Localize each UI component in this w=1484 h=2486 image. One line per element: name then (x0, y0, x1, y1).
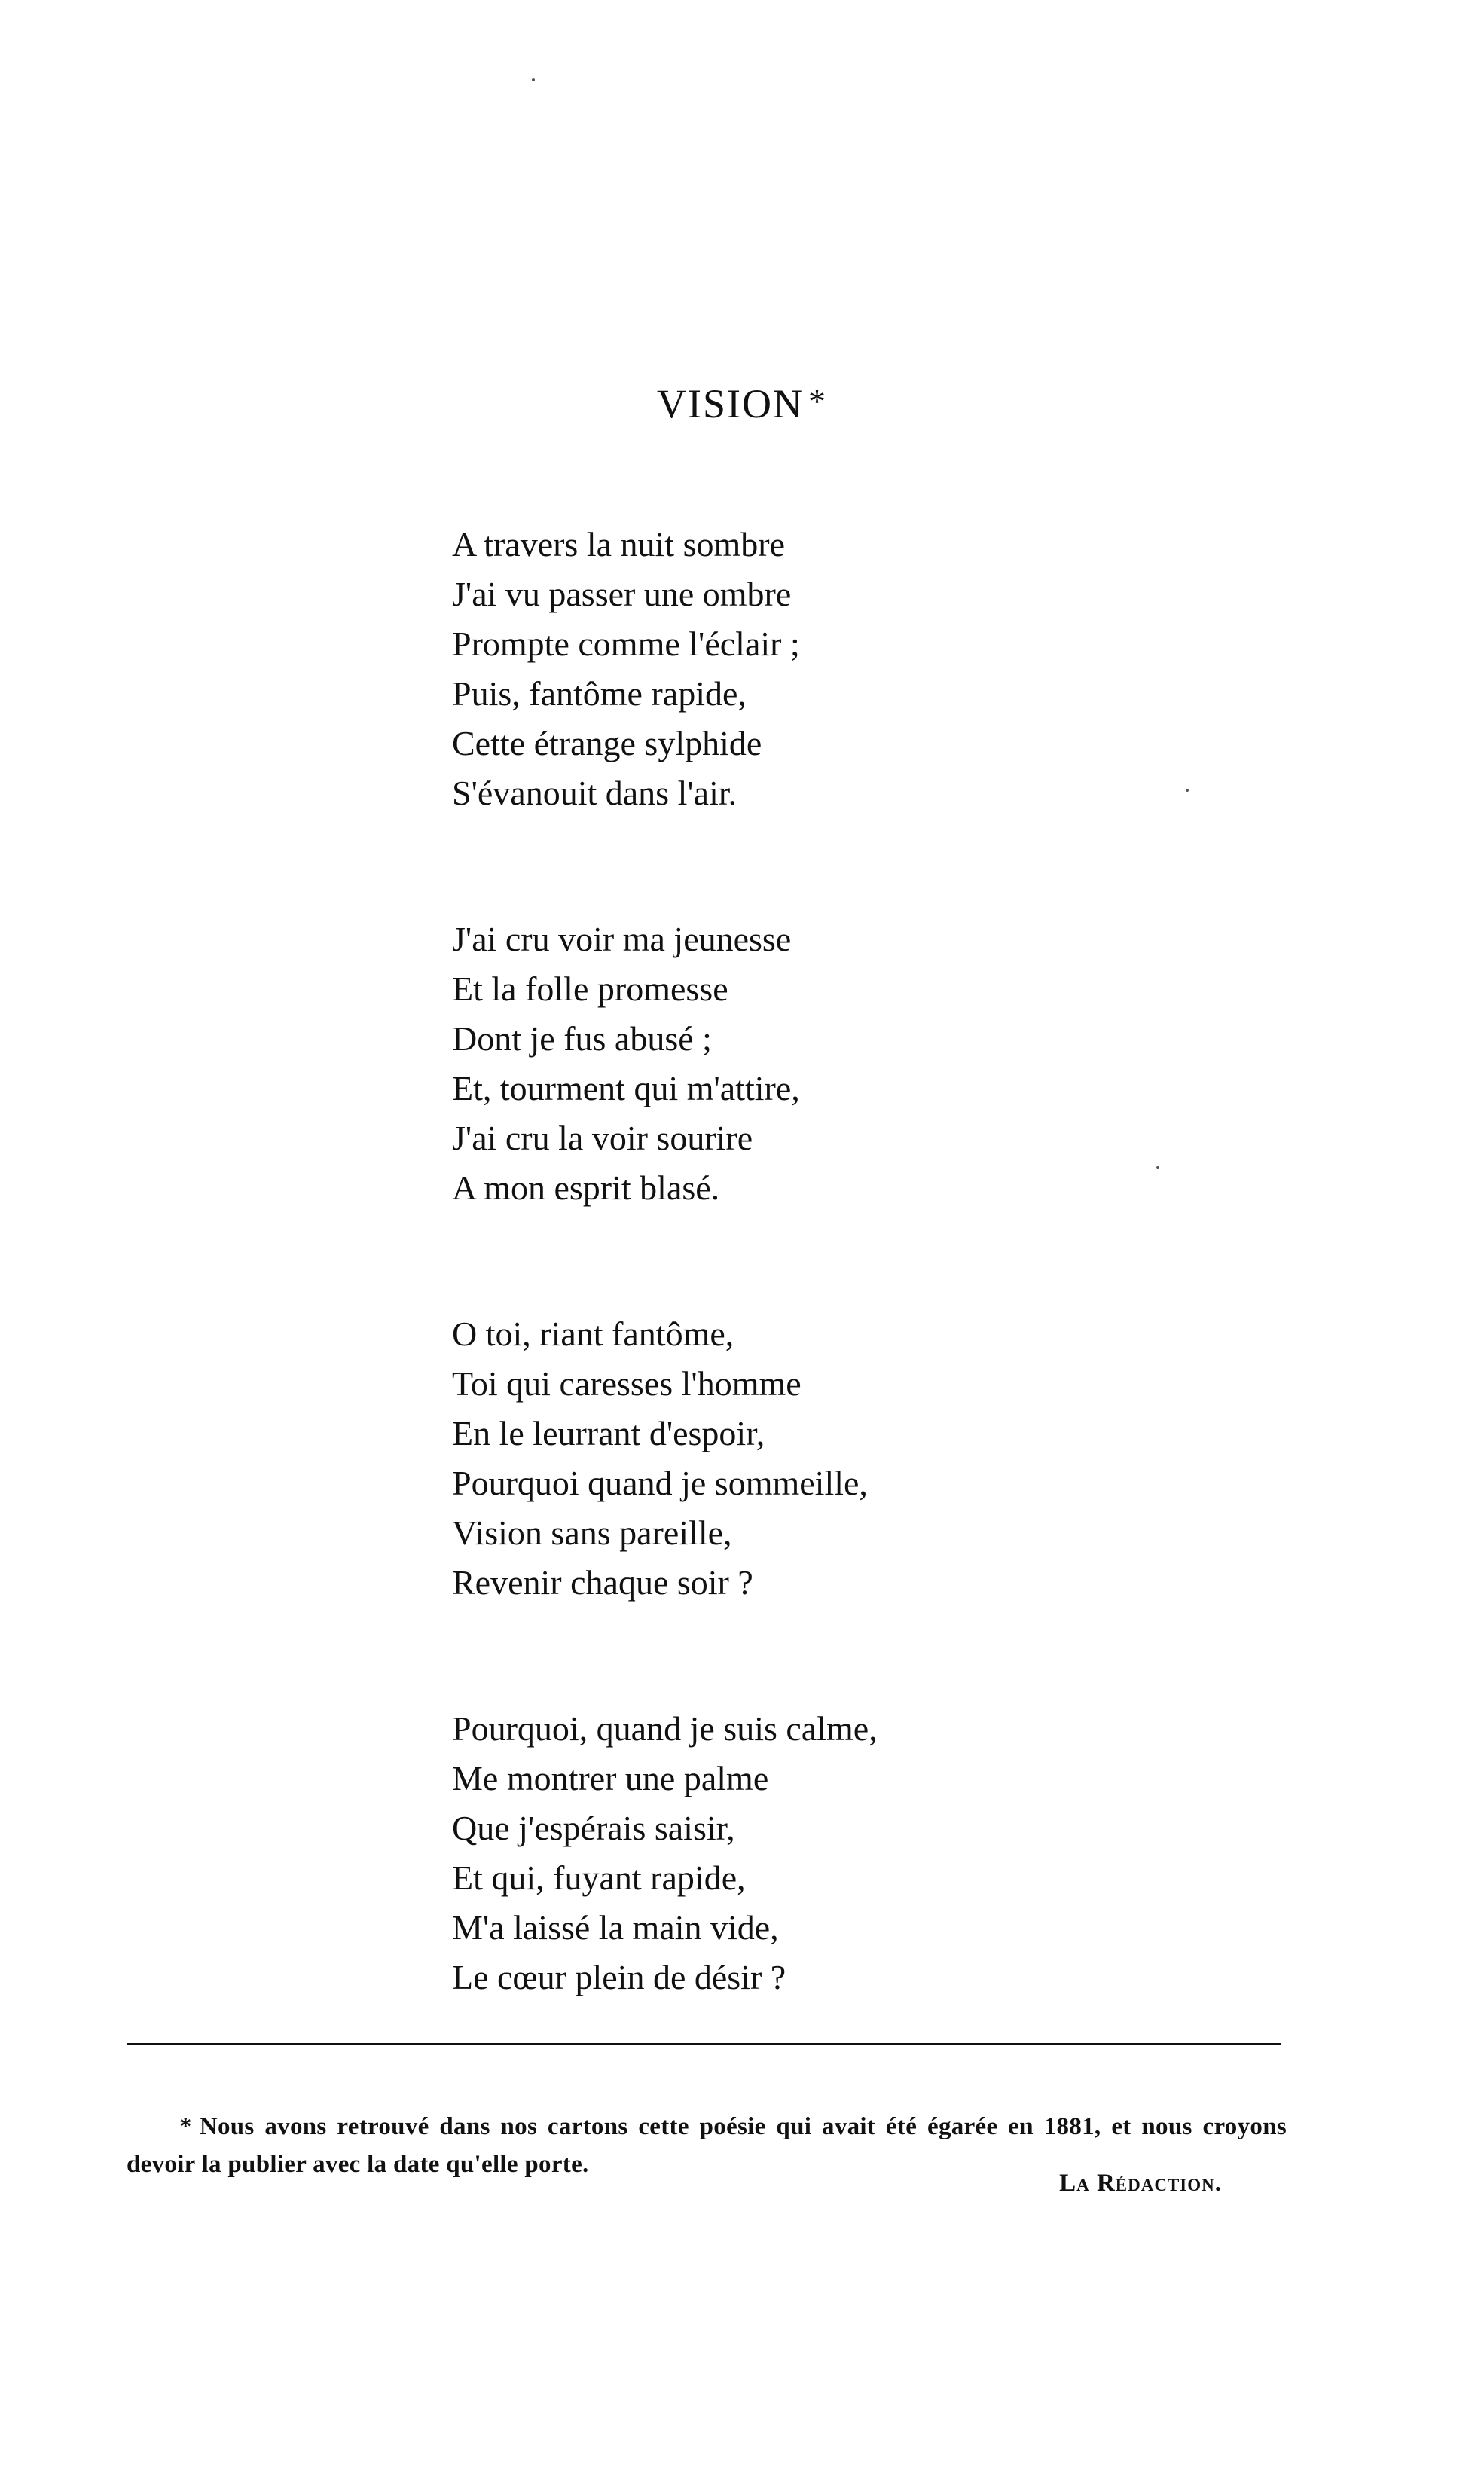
verse-line: A mon esprit blasé. (452, 1168, 720, 1207)
poem-title (0, 380, 1484, 427)
verse-line: J'ai cru la voir sourire (452, 1119, 753, 1157)
verse-line: Et qui, fuyant rapide, (452, 1858, 746, 1897)
verse-line: Revenir chaque soir ? (452, 1563, 753, 1602)
verse-line: Dont je fus abusé ; (452, 1019, 712, 1058)
stanza-2 (452, 915, 1130, 1213)
poem-body (452, 520, 1130, 2099)
stanza-4 (452, 1704, 1130, 2002)
verse-line: Le cœur plein de désir ? (452, 1958, 786, 1996)
footnote-divider (127, 2043, 1281, 2045)
footnote-reference-mark: * (808, 382, 827, 420)
verse-line: Que j'espérais saisir, (452, 1809, 735, 1847)
verse-line: Puis, fantôme rapide, (452, 674, 747, 713)
footnote-mark: * (179, 2113, 192, 2140)
footnote-text: Nous avons retrouvé dans nos cartons cette poésie qui avait été égarée en 1881, et nous croyons devoir la publier avec la date qu'elle porte. (127, 2113, 1287, 2178)
stanza-3 (452, 1309, 1130, 1608)
verse-line: Prompte comme l'éclair ; (452, 625, 800, 663)
verse-line: Me montrer une palme (452, 1759, 769, 1797)
verse-line: Et, tourment qui m'attire, (452, 1069, 800, 1107)
poem-title-text: VISION (657, 381, 804, 426)
verse-line: A travers la nuit sombre (452, 525, 786, 563)
verse-line: En le leurrant d'espoir, (452, 1414, 765, 1452)
verse-line: J'ai vu passer une ombre (452, 575, 792, 613)
verse-line: Pourquoi, quand je suis calme, (452, 1709, 878, 1748)
verse-line: O toi, riant fantôme, (452, 1315, 734, 1353)
verse-line: Cette étrange sylphide (452, 724, 762, 762)
verse-line: M'a laissé la main vide, (452, 1908, 779, 1947)
editorial-signature: La Rédaction. (1059, 2170, 1222, 2197)
verse-line: Toi qui caresses l'homme (452, 1364, 802, 1403)
print-speck (1156, 1166, 1159, 1169)
print-speck (532, 78, 535, 81)
verse-line: S'évanouit dans l'air. (452, 774, 737, 812)
verse-line: J'ai cru voir ma jeunesse (452, 920, 792, 958)
verse-line: Vision sans pareille, (452, 1513, 732, 1552)
stanza-1 (452, 520, 1130, 818)
verse-line: Et la folle promesse (452, 970, 728, 1008)
print-speck (1186, 789, 1189, 792)
verse-line: Pourquoi quand je sommeille, (452, 1464, 868, 1502)
